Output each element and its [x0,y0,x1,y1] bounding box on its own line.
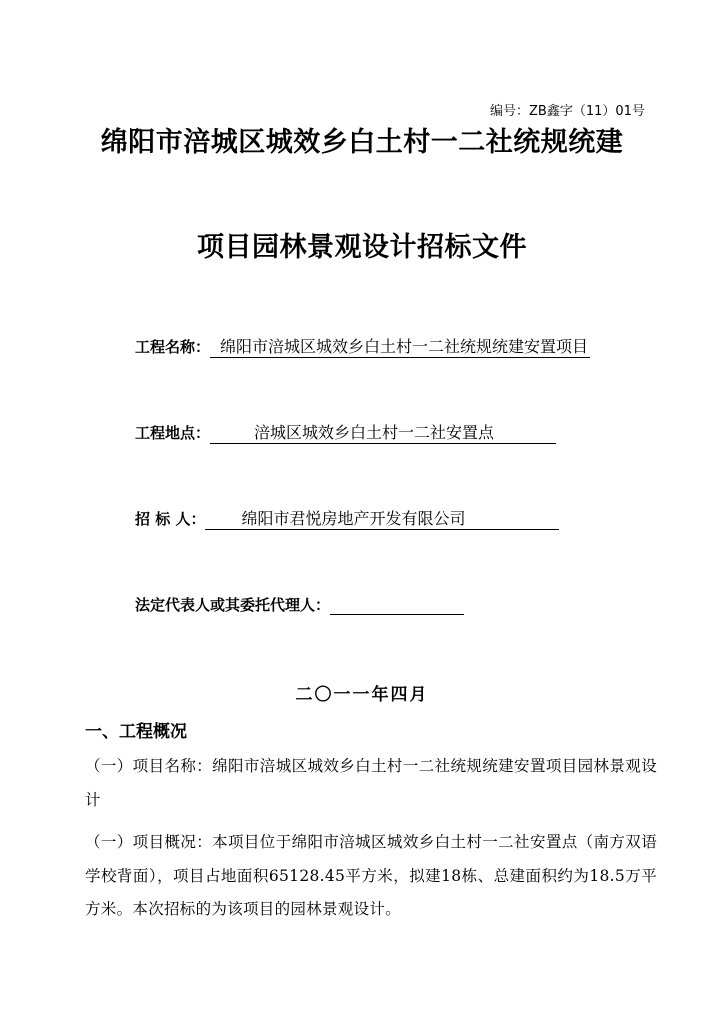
date: 二〇一一年四月 [295,685,429,705]
title-line-2: 项目园林景观设计招标文件 [197,232,527,263]
location-label: 工程地点： [135,424,211,442]
tenderer-field [135,508,559,530]
section-heading: 一、工程概况 [85,722,187,742]
tenderer-label: 招 标 人： [135,510,206,528]
location-value: 涪城区城效乡白土村一二社安置点 [210,423,556,444]
representative-blank [330,594,464,615]
project-name-field [135,336,590,358]
project-name-value: 绵阳市涪城区城效乡白土村一二社统规统建安置项目 [210,337,590,358]
title-line-1: 绵阳市涪城区城效乡白土村一二社统规统建 [100,127,624,158]
paragraph-project-overview: （一）项目概况：本项目位于绵阳市涪城区城效乡白土村一二社安置点（南方双语学校背面），项目占地面积65128.45平方米，拟建18栋、总建面积约为18.5万平方米。本次招标的为该项目的园林景观设计。 [85,833,657,918]
paragraph-project-name: （一）项目名称：绵阳市涪城区城效乡白土村一二社统规统建安置项目园林景观设计 [85,757,657,809]
location-field [135,422,556,444]
tenderer-value: 绵阳市君悦房地产开发有限公司 [205,509,559,530]
document-number: 编号：ZB鑫字（11）01号 [490,104,645,119]
representative-label: 法定代表人或其委托代理人： [135,596,331,614]
project-name-label: 工程名称： [135,338,211,356]
representative-field [135,594,464,615]
